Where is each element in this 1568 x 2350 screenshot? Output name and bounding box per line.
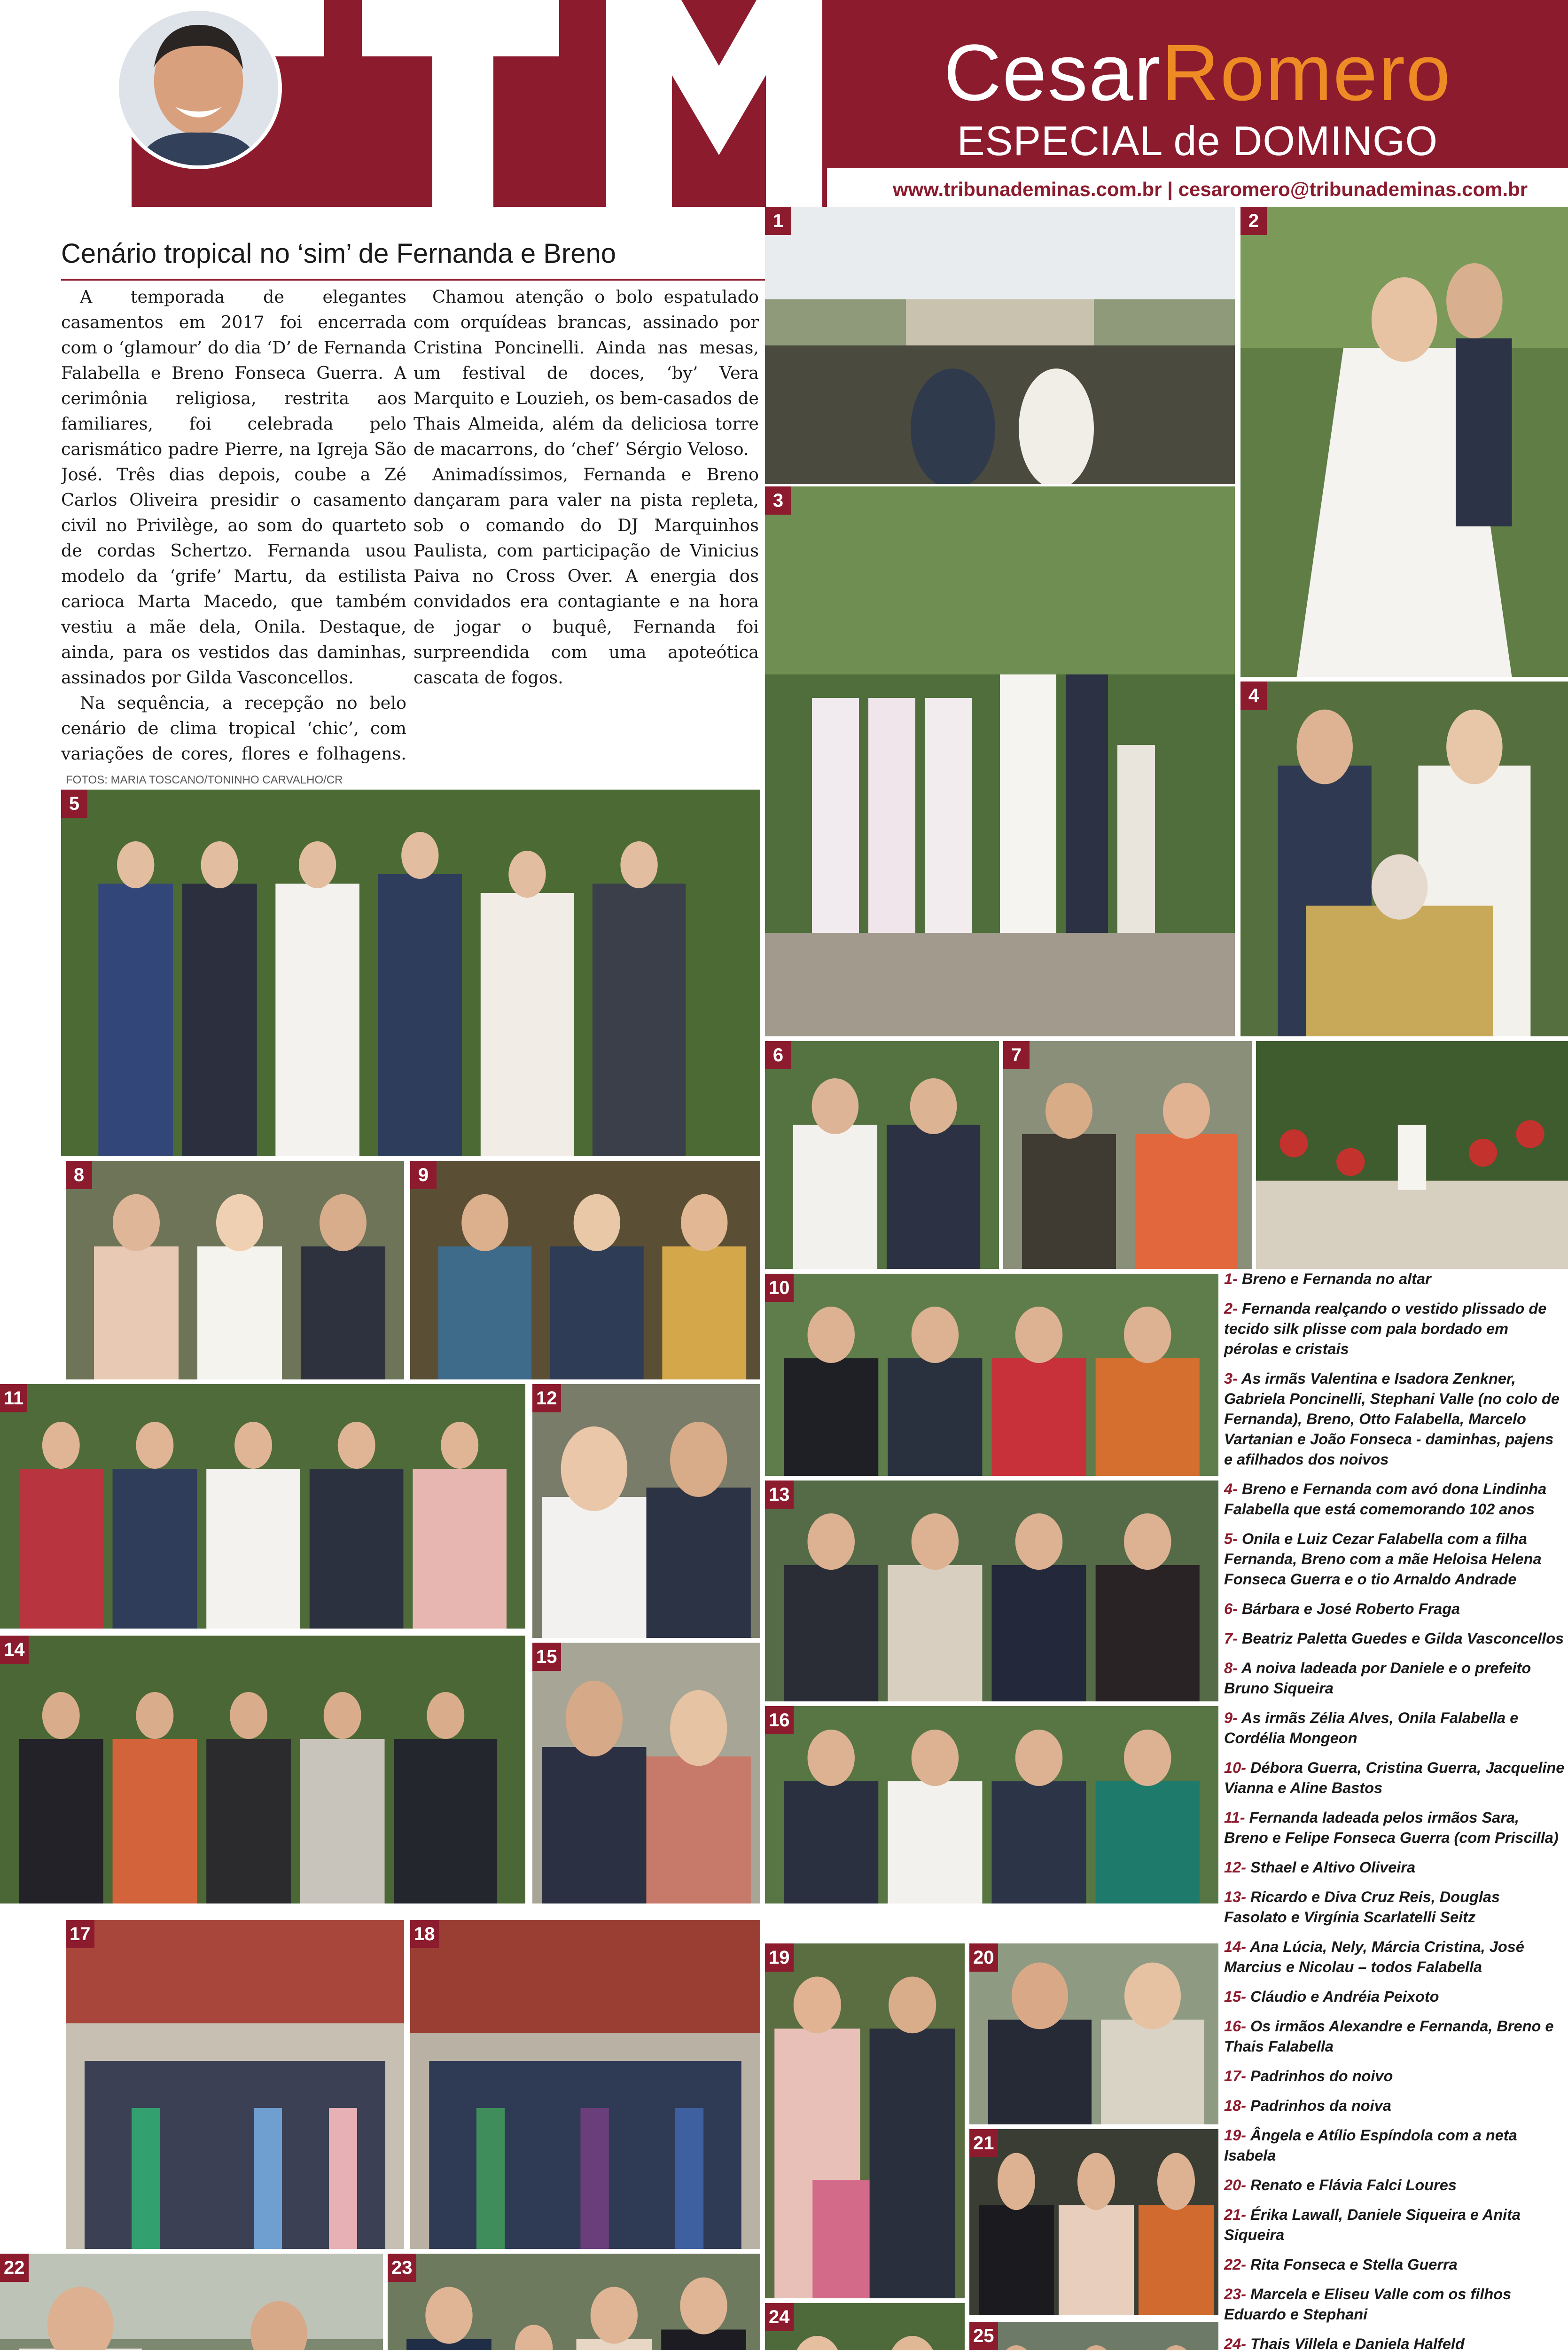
photo-17 <box>66 1920 404 2249</box>
photo-11 <box>0 1384 525 1629</box>
photo-7 <box>1003 1041 1252 1269</box>
photo-2 <box>1240 207 1568 677</box>
photo-number: 20 <box>969 1943 998 1972</box>
photo-number: 21 <box>969 2129 998 2157</box>
columnist-name <box>827 26 1568 120</box>
photo-15 <box>532 1643 760 1904</box>
photo-number: 18 <box>410 1920 439 1948</box>
photo-number: 12 <box>532 1384 561 1412</box>
caption-text: Marcela e Eliseu Valle com os filhos Eduardo e Stephani <box>1224 2286 1512 2323</box>
photo-number: 5 <box>61 790 87 818</box>
photo-number: 25 <box>969 2322 998 2350</box>
columnist-first-name: Cesar <box>944 28 1162 118</box>
article-paragraph: A temporada de elegantes casamentos em 2017 foi encerrada com o ‘glamour’ do dia ‘D’ de Fernanda Falabella e Breno Fonseca Guerra. A cerimônia religiosa, restrita aos familiares, foi celebrada pelo carismático padre Pierre, na Igreja São José. Três dias depois, coube a Zé Carlos Oliveira presidir o casamento civil no Privilège, ao som do quarteto de cordas Schertzo. Fernanda usou modelo da ‘grife’ Martu, da estilista carioca Marta Macedo, que também vestiu a mãe dela, Onila. Destaque, ainda, para os vestidos das daminhas, assinados por Gilda Vasconcellos. <box>61 287 406 688</box>
caption-text: Fernanda ladeada pelos irmãos Sara, Breno e Felipe Fonseca Guerra (com Priscilla) <box>1224 1809 1559 1846</box>
caption-text: Fernanda realçando o vestido plissado de tecido silk plisse com pala bordado em pérolas e cristais <box>1224 1300 1547 1357</box>
caption-number: 9- <box>1224 1709 1238 1726</box>
photo-number: 23 <box>388 2254 416 2282</box>
caption-item <box>1224 2334 1565 2350</box>
caption-text: Sthael e Altivo Oliveira <box>1250 1859 1416 1876</box>
photo-20 <box>969 1943 1218 2124</box>
caption-item <box>1224 1758 1565 1798</box>
photo-cake <box>1256 1041 1568 1269</box>
photo-1 <box>765 207 1235 484</box>
caption-item <box>1224 1269 1565 1289</box>
caption-text: Débora Guerra, Cristina Guerra, Jacqueline Vianna e Aline Bastos <box>1224 1759 1565 1796</box>
caption-item <box>1224 2096 1565 2116</box>
caption-item <box>1224 2016 1565 2057</box>
caption-number: 1- <box>1224 1270 1238 1287</box>
caption-number: 10- <box>1224 1759 1246 1776</box>
photo-10 <box>765 1274 1218 1476</box>
article-paragraph: Na sequência, a recepção no belo cenário de clima tropical ‘chic’, com variações de cores, flores e folhagens. <box>61 693 406 764</box>
caption-number: 22- <box>1224 2256 1246 2273</box>
photo-number: 11 <box>0 1384 27 1412</box>
photo-9 <box>410 1161 760 1379</box>
photo-5 <box>61 790 760 1156</box>
caption-item <box>1224 1987 1565 2007</box>
photo-18 <box>410 1920 760 2249</box>
caption-item <box>1224 2255 1565 2275</box>
photo-3 <box>765 486 1235 1036</box>
caption-item <box>1224 1479 1565 1520</box>
caption-number: 11- <box>1224 1809 1245 1826</box>
caption-text: Padrinhos da noiva <box>1250 2097 1391 2114</box>
photo-credit: FOTOS: MARIA TOSCANO/TONINHO CARVALHO/CR <box>66 774 343 786</box>
photo-24 <box>765 2303 965 2350</box>
caption-text: Bárbara e José Roberto Fraga <box>1241 1600 1460 1617</box>
photo-6 <box>765 1041 999 1269</box>
caption-text: Rita Fonseca e Stella Guerra <box>1250 2256 1458 2273</box>
photo-number: 16 <box>765 1706 794 1734</box>
caption-number: 7- <box>1224 1630 1238 1647</box>
caption-text: As irmãs Zélia Alves, Onila Falabella e Cordélia Mongeon <box>1224 1709 1519 1747</box>
caption-number: 5- <box>1224 1530 1238 1547</box>
caption-text: Thais Villela e Daniela Halfeld <box>1250 2335 1465 2350</box>
caption-text: As irmãs Valentina e Isadora Zenkner, Gabriela Poncinelli, Stephani Valle (no colo de Fernanda), Breno, Otto Falabella, Marcelo Vartanian e João Fonseca - daminhas, pajens e afilhados dos noivos <box>1224 1370 1560 1468</box>
caption-text: Cláudio e Andréia Peixoto <box>1250 1988 1439 2005</box>
photo-captions <box>1224 1269 1565 2350</box>
article-paragraph: Animadíssimos, Fernanda e Breno dançaram para valer na pista repleta, sob o comando do DJ Marquinhos Paulista, com participação de Vinicius Paiva no Cross Over. A energia dos convidados era contagiante e na hora de jogar o buquê, Fernanda foi surpreendida com uma apoteótica cascata de fogos. <box>413 464 759 688</box>
photo-12 <box>532 1384 760 1638</box>
caption-number: 6- <box>1224 1600 1238 1617</box>
photo-16 <box>765 1706 1218 1904</box>
photo-number: 7 <box>1003 1041 1030 1069</box>
photo-14 <box>0 1636 525 1904</box>
caption-number: 15- <box>1224 1988 1246 2005</box>
columnist-photo <box>115 7 282 169</box>
caption-text: A noiva ladeada por Daniele e o prefeito Bruno Siqueira <box>1224 1660 1531 1697</box>
photo-19 <box>765 1943 965 2298</box>
caption-text: Ana Lúcia, Nely, Márcia Cristina, José Marcius e Nicolau – todos Falabella <box>1224 1938 1524 1975</box>
contact-links[interactable]: www.tribunademinas.com.br | cesaromero@tribunademinas.com.br <box>893 178 1528 200</box>
caption-item <box>1224 1299 1565 1359</box>
photo-number: 24 <box>765 2303 794 2331</box>
caption-number: 13- <box>1224 1888 1246 1905</box>
caption-number: 20- <box>1224 2177 1246 2193</box>
caption-number: 3- <box>1224 1370 1238 1387</box>
photo-number: 3 <box>765 486 791 515</box>
caption-item <box>1224 2284 1565 2325</box>
caption-text: Breno e Fernanda com avó dona Lindinha Falabella que está comemorando 102 anos <box>1224 1480 1547 1518</box>
caption-item <box>1224 1658 1565 1699</box>
caption-number: 17- <box>1224 2068 1246 2084</box>
photo-number: 9 <box>410 1161 437 1189</box>
photo-number: 6 <box>765 1041 791 1069</box>
photo-number: 2 <box>1240 207 1267 235</box>
caption-number: 8- <box>1224 1660 1238 1676</box>
caption-text: Padrinhos do noivo <box>1250 2068 1393 2084</box>
headline-divider <box>61 279 766 281</box>
photo-4 <box>1240 682 1568 1036</box>
photo-8 <box>66 1161 404 1379</box>
caption-number: 23- <box>1224 2286 1246 2303</box>
caption-text: Beatriz Paletta Guedes e Gilda Vasconcellos <box>1241 1630 1564 1647</box>
photo-number: 8 <box>66 1161 92 1189</box>
columnist-last-name: Romero <box>1161 28 1451 118</box>
photo-number: 22 <box>0 2254 29 2282</box>
caption-item <box>1224 1708 1565 1748</box>
caption-number: 2- <box>1224 1300 1238 1317</box>
photo-number: 10 <box>765 1274 794 1302</box>
photo-number: 19 <box>765 1943 794 1972</box>
caption-item <box>1224 1808 1565 1848</box>
caption-number: 21- <box>1224 2206 1246 2223</box>
caption-item <box>1224 2125 1565 2166</box>
photo-number: 14 <box>0 1636 29 1664</box>
caption-item <box>1224 1937 1565 1977</box>
caption-item <box>1224 1529 1565 1590</box>
caption-number: 12- <box>1224 1859 1246 1876</box>
caption-text: Ângela e Atílio Espíndola com a neta Isabela <box>1224 2127 1517 2164</box>
photo-22 <box>0 2254 383 2350</box>
caption-text: Ricardo e Diva Cruz Reis, Douglas Fasolato e Virgínia Scarlatelli Seitz <box>1224 1888 1500 1926</box>
caption-item <box>1224 1887 1565 1927</box>
caption-text: Os irmãos Alexandre e Fernanda, Breno e Thais Falabella <box>1224 2018 1554 2055</box>
photo-number: 4 <box>1240 682 1267 710</box>
caption-number: 18- <box>1224 2097 1246 2114</box>
caption-text: Érika Lawall, Daniele Siqueira e Anita Siqueira <box>1224 2206 1521 2243</box>
caption-number: 16- <box>1224 2018 1246 2035</box>
photo-21 <box>969 2129 1218 2315</box>
caption-number: 14- <box>1224 1938 1246 1955</box>
article-column-2 <box>413 284 759 764</box>
article-column-1 <box>61 284 406 764</box>
column-subtitle: ESPECIAL de DOMINGO <box>957 118 1438 164</box>
article-headline: Cenário tropical no ‘sim’ de Fernanda e Breno <box>61 238 616 269</box>
caption-item <box>1224 1369 1565 1470</box>
photo-25 <box>969 2322 1218 2350</box>
article-paragraph: Chamou atenção o bolo espatulado com orquídeas brancas, assinado por Cristina Poncinelli. Ainda nas mesas, um festival de doces, ‘by’ Vera Marquito e Louzieh, os bem-casados de Thais Almeida, além da deliciosa torre de macarrons, do ‘chef’ Sérgio Veloso. <box>413 287 759 459</box>
contact-strip <box>827 168 1568 211</box>
caption-text: Breno e Fernanda no altar <box>1241 1270 1431 1287</box>
photo-number: 1 <box>765 207 791 235</box>
caption-number: 4- <box>1224 1480 1238 1497</box>
caption-item <box>1224 2066 1565 2086</box>
caption-item <box>1224 1599 1565 1619</box>
caption-text: Onila e Luiz Cezar Falabella com a filha Fernanda, Breno com a mãe Heloisa Helena Fonseca Guerra e o tio Arnaldo Andrade <box>1224 1530 1542 1588</box>
caption-text: Renato e Flávia Falci Loures <box>1250 2177 1457 2193</box>
caption-number: 19- <box>1224 2127 1246 2144</box>
caption-item <box>1224 2175 1565 2195</box>
caption-number: 24- <box>1224 2335 1246 2350</box>
photo-number: 17 <box>66 1920 94 1948</box>
caption-item <box>1224 2205 1565 2245</box>
photo-13 <box>765 1480 1218 1701</box>
photo-23 <box>388 2254 760 2350</box>
caption-item <box>1224 1629 1565 1649</box>
photo-number: 15 <box>532 1643 561 1671</box>
photo-number: 13 <box>765 1480 794 1509</box>
caption-item <box>1224 1857 1565 1878</box>
